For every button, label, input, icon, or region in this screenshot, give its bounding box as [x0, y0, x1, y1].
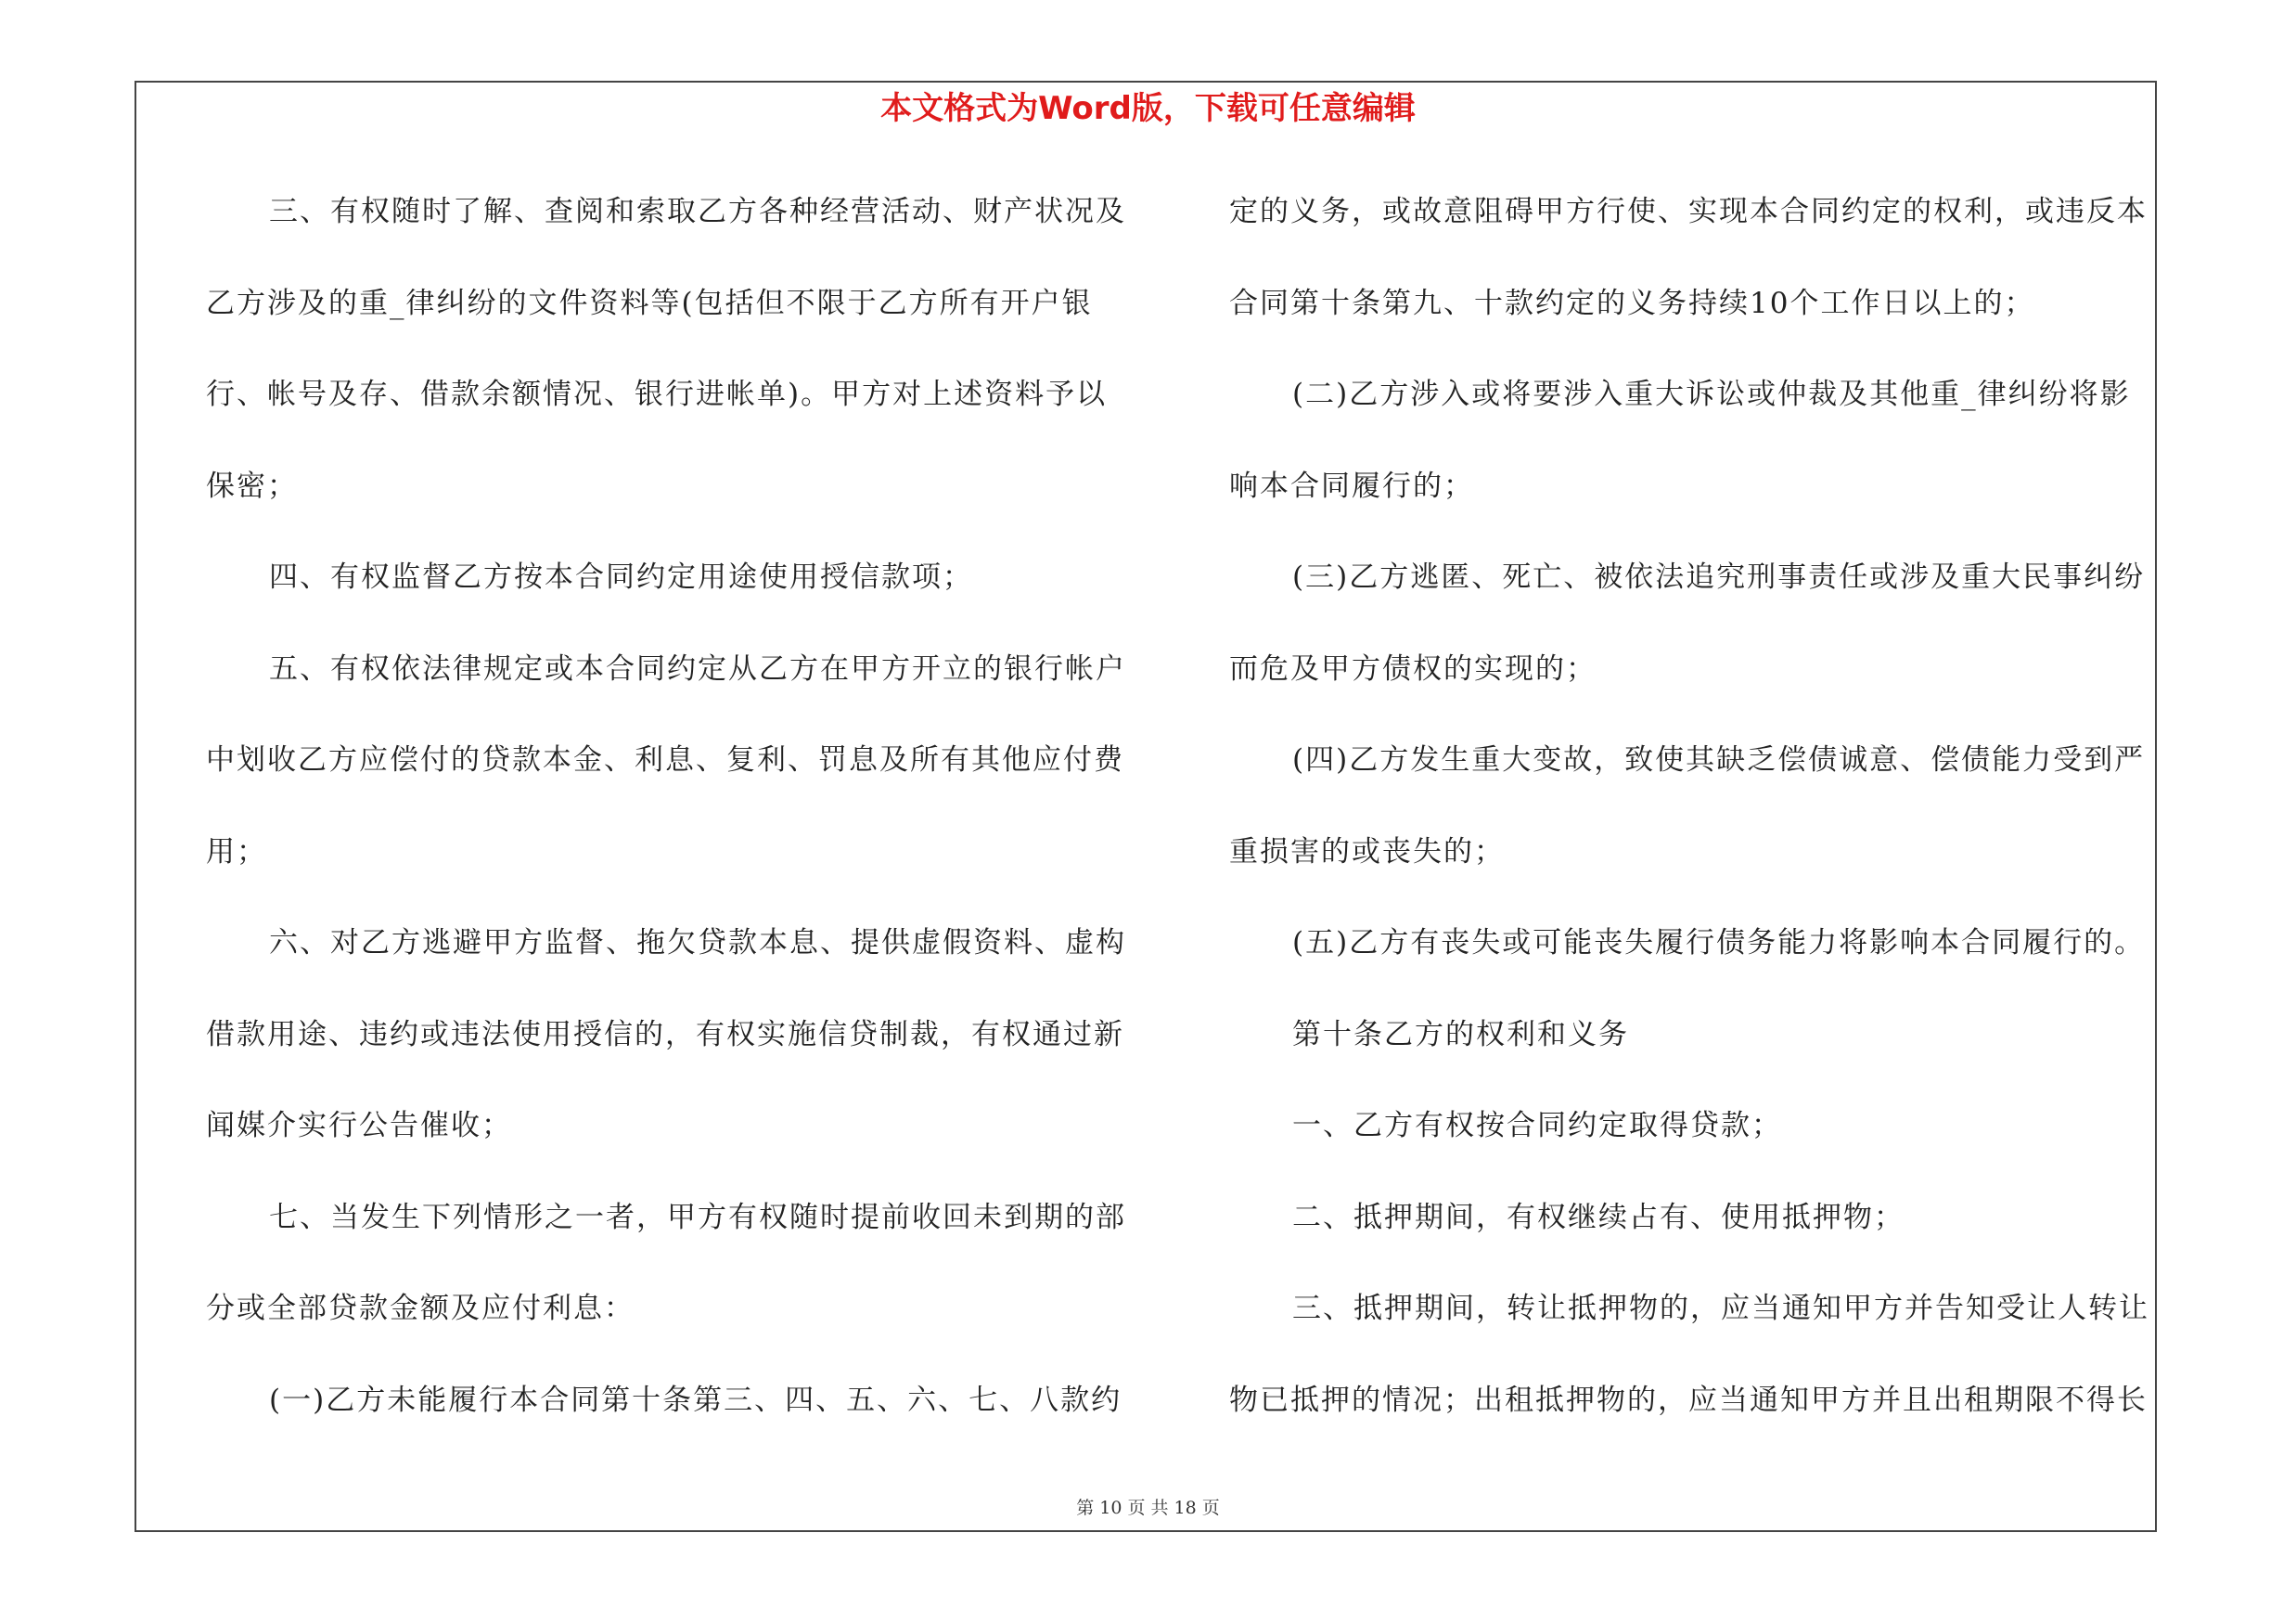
right-column-line: (四)乙方发生重大变故，致使其缺乏偿债诚意、偿债能力受到严 [1292, 743, 2146, 777]
right-column-line: 物已抵押的情况；出租抵押物的，应当通知甲方并且出租期限不得长 [1229, 1383, 2148, 1417]
left-column-line: 五、有权依法律规定或本合同约定从乙方在甲方开立的银行帐户 [269, 651, 1126, 686]
right-column-line: 定的义务，或故意阻碍甲方行使、实现本合同约定的权利，或违反本 [1229, 195, 2148, 228]
left-column-line: 借款用途、违约或违法使用授信的，有权实施信贷制裁，有权通过新 [206, 1017, 1124, 1051]
format-notice-banner: 本文格式为Word版，下载可任意编辑 [880, 90, 1416, 127]
left-column-line: (一)乙方未能履行本合同第十条第三、四、五、六、七、八款约 [269, 1383, 1122, 1417]
right-column-line: 二、抵押期间，有权继续占有、使用抵押物； [1292, 1200, 1905, 1234]
left-column-line: 中划收乙方应偿付的贷款本金、利息、复利、罚息及所有其他应付费 [206, 743, 1124, 777]
right-column-line: 重损害的或丧失的； [1229, 834, 1505, 869]
left-column-line: 四、有权监督乙方按本合同约定用途使用授信款项； [269, 560, 973, 594]
right-column-line: (五)乙方有丧失或可能丧失履行债务能力将影响本合同履行的。 [1292, 926, 2146, 960]
right-column-line: (三)乙方逃匿、死亡、被依法追究刑事责任或涉及重大民事纠纷 [1292, 560, 2146, 594]
left-column-line: 乙方涉及的重_律纠纷的文件资料等(包括但不限于乙方所有开户银 [206, 286, 1093, 320]
left-column-line: 保密； [206, 469, 298, 503]
right-column-line: 一、乙方有权按合同约定取得贷款； [1292, 1109, 1782, 1142]
left-column-line: 行、帐号及存、借款余额情况、银行进帐单)。甲方对上述资料予以 [206, 378, 1108, 411]
left-column-line: 三、有权随时了解、查阅和索取乙方各种经营活动、财产状况及 [269, 195, 1126, 228]
page-number-footer: 第 10 页 共 18 页 [1076, 1498, 1220, 1518]
left-column-line: 分或全部贷款金额及应付利息： [206, 1292, 635, 1325]
left-column-line: 六、对乙方逃避甲方监督、拖欠贷款本息、提供虚假资料、虚构 [269, 926, 1126, 960]
left-column-line: 闻媒介实行公告催收； [206, 1109, 512, 1142]
left-column-line: 七、当发生下列情形之一者，甲方有权随时提前收回未到期的部 [269, 1200, 1126, 1234]
right-text-column [1229, 184, 2166, 1463]
left-column-line: 用； [206, 834, 267, 869]
right-column-line: 三、抵押期间，转让抵押物的，应当通知甲方并告知受让人转让 [1292, 1292, 2149, 1325]
right-column-line: 响本合同履行的； [1229, 469, 1474, 503]
right-column-line: (二)乙方涉入或将要涉入重大诉讼或仲裁及其他重_律纠纷将影 [1292, 378, 2131, 411]
left-text-column [206, 184, 1124, 1463]
right-column-line: 第十条乙方的权利和义务 [1292, 1017, 1629, 1051]
right-column-line: 而危及甲方债权的实现的； [1229, 651, 1597, 686]
right-column-line: 合同第十条第九、十款约定的义务持续10个工作日以上的； [1229, 286, 2035, 320]
